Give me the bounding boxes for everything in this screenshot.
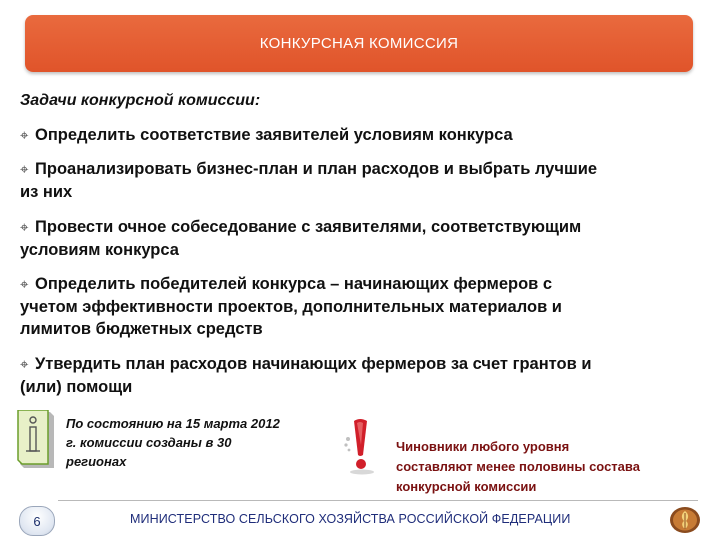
title-banner xyxy=(25,15,693,72)
page-number-badge xyxy=(19,506,55,536)
task-item-text: Утвердить план расходов начинающих фермеров за счет грантов и xyxy=(35,355,592,373)
task-item-text: из них xyxy=(20,183,73,201)
pointer-bullet-icon: ⌖ xyxy=(20,161,29,178)
tasks-heading: Задачи конкурсной комиссии: xyxy=(20,92,261,109)
task-item-text: Определить победителей конкурса – начинающих фермеров с xyxy=(35,275,553,293)
page-title: КОНКУРСНАЯ КОМИССИЯ xyxy=(259,35,459,52)
task-item-2 xyxy=(20,158,700,203)
officials-warning xyxy=(396,437,706,497)
task-item-text: Проанализировать бизнес-план и план расходов и выбрать лучшие xyxy=(35,160,598,178)
page-number: 6 xyxy=(33,513,41,529)
task-item-5 xyxy=(20,353,700,398)
pointer-bullet-icon: ⌖ xyxy=(20,276,29,293)
warning-line: составляют менее половины состава xyxy=(396,459,640,474)
task-item-text: Провести очное собеседование с заявителями, соответствующим xyxy=(35,218,582,236)
task-item-text: Определить соответствие заявителей условиям конкурса xyxy=(35,126,513,144)
exclamation-icon xyxy=(340,415,380,475)
note-line: г. комиссии созданы в 30 xyxy=(66,435,232,450)
info-note-icon xyxy=(16,410,56,470)
warning-line: конкурсной комиссии xyxy=(396,479,537,494)
task-item-text: учетом эффективности проектов, дополнительных материалов и xyxy=(20,298,562,316)
pointer-bullet-icon: ⌖ xyxy=(20,127,29,144)
task-item-1 xyxy=(20,124,700,147)
task-item-text: лимитов бюджетных средств xyxy=(20,320,263,338)
task-item-3 xyxy=(20,216,700,261)
pointer-bullet-icon: ⌖ xyxy=(20,356,29,373)
ministry-name: МИНИСТЕРСТВО СЕЛЬСКОГО ХОЗЯЙСТВА РОССИЙСКОЙ ФЕДЕРАЦИИ xyxy=(130,512,571,526)
pointer-bullet-icon: ⌖ xyxy=(20,219,29,236)
task-item-text: (или) помощи xyxy=(20,378,133,396)
note-line: По состоянию на 15 марта 2012 xyxy=(66,416,280,431)
task-item-text: условиям конкурса xyxy=(20,241,179,259)
task-item-4 xyxy=(20,273,700,340)
regions-note xyxy=(66,414,336,471)
footer-divider xyxy=(58,500,698,501)
ministry-emblem-icon xyxy=(668,505,702,535)
note-line: регионах xyxy=(66,454,127,469)
warning-line: Чиновники любого уровня xyxy=(396,439,570,454)
